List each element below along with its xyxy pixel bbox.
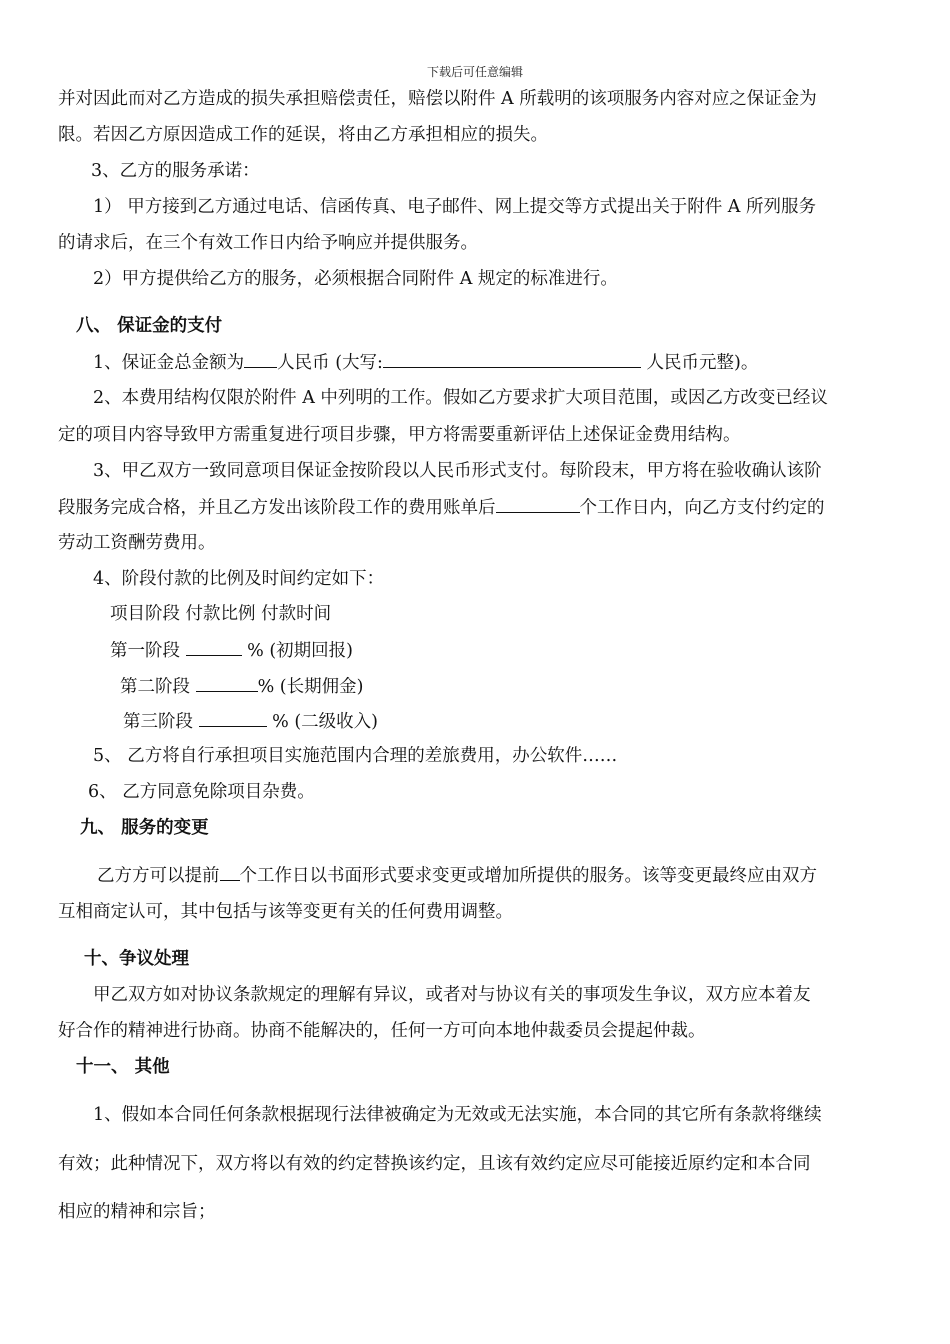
body-line: 互相商定认可，其中包括与该等变更有关的任何费用调整。 — [58, 902, 513, 922]
stage-note: % (初期回报) — [241, 641, 353, 661]
percent-blank — [199, 710, 267, 727]
body-line: 的请求后，在三个有效工作日内给予响应并提供服务。 — [58, 233, 478, 253]
text-segment: 个工作日以书面形式要求变更或增加所提供的服务。该等变更最终应由双方 — [239, 866, 817, 886]
body-line: 好合作的精神进行协商。协商不能解决的，任何一方可向本地仲裁委员会提起仲裁。 — [58, 1021, 706, 1041]
percent-blank — [196, 675, 258, 692]
amount-blank — [244, 351, 277, 368]
text-segment: 人民币元整)。 — [640, 353, 759, 373]
body-line: 劳动工资酬劳费用。 — [58, 533, 216, 553]
body-line: 5、 乙方将自行承担项目实施范围内合理的差旅费用，办公软件…… — [93, 746, 618, 766]
stage-2-row — [120, 675, 363, 698]
deposit-amount-line — [93, 351, 758, 374]
stage-label: 第一阶段 — [110, 641, 186, 661]
stage-3-row — [123, 710, 378, 733]
stage-label: 第三阶段 — [123, 712, 199, 732]
body-line: 2）甲方提供给乙方的服务，必须根据合同附件 A 规定的标准进行。 — [93, 269, 618, 289]
body-line: 1） 甲方接到乙方通过电话、信函传真、电子邮件、网上提交等方式提出关于附件 A 所列服务 — [93, 197, 816, 217]
text-segment: 段服务完成合格，并且乙方发出该阶段工作的费用账单后 — [58, 498, 496, 518]
days-blank — [496, 496, 580, 513]
body-line: 限。若因乙方原因造成工作的延误，将由乙方承担相应的损失。 — [58, 125, 548, 145]
percent-blank — [186, 639, 242, 656]
body-line: 有效；此种情况下，双方将以有效的约定替换该约定，且该有效约定应尽可能接近原约定和本合同 — [58, 1154, 811, 1174]
body-line: 相应的精神和宗旨； — [58, 1202, 216, 1222]
stage-label: 第二阶段 — [120, 677, 196, 697]
clause-3-heading: 3、乙方的服务承诺： — [91, 161, 260, 181]
notice-days-blank — [220, 864, 240, 881]
section-8-heading: 八、 保证金的支付 — [76, 316, 223, 336]
body-line: 并对因此而对乙方造成的损失承担赔偿责任，赔偿以附件 A 所载明的该项服务内容对应之保证金为 — [58, 89, 817, 109]
text-segment: 乙方方可以提前 — [97, 866, 220, 886]
body-line: 6、 乙方同意免除项目杂费。 — [88, 782, 315, 802]
section-10-heading: 十、争议处理 — [84, 949, 189, 969]
stage-note: % (二级收入) — [266, 712, 378, 732]
body-line: 2、本费用结构仅限於附件 A 中列明的工作。假如乙方要求扩大项目范围，或因乙方改变已经议 — [93, 388, 828, 408]
payment-days-line — [58, 496, 825, 519]
section-9-heading: 九、 服务的变更 — [80, 818, 209, 838]
stage-note: % (长期佣金) — [257, 677, 364, 697]
stage-1-row — [110, 639, 353, 662]
page-header-note: 下载后可任意编辑 — [426, 65, 523, 79]
text-segment: 1、保证金总金额为 — [93, 353, 245, 373]
text-segment: 人民币 (大写: — [277, 353, 383, 373]
advance-notice-line — [97, 864, 817, 887]
text-segment: 个工作日内，向乙方支付约定的 — [579, 498, 825, 518]
body-line: 1、假如本合同任何条款根据现行法律被确定为无效或无法实施，本合同的其它所有条款将继续 — [93, 1105, 822, 1125]
section-11-heading: 十一、 其他 — [76, 1057, 170, 1077]
amount-in-words-blank — [383, 351, 641, 368]
body-line: 4、阶段付款的比例及时间约定如下： — [93, 569, 385, 589]
body-line: 甲乙双方如对协议条款规定的理解有异议，或者对与协议有关的事项发生争议，双方应本着友 — [93, 985, 811, 1005]
body-line: 3、甲乙双方一致同意项目保证金按阶段以人民币形式支付。每阶段末，甲方将在验收确认该阶 — [93, 461, 822, 481]
payment-table-header: 项目阶段 付款比例 付款时间 — [110, 604, 332, 624]
body-line: 定的项目内容导致甲方需重复进行项目步骤，甲方将需要重新评估上述保证金费用结构。 — [58, 425, 741, 445]
